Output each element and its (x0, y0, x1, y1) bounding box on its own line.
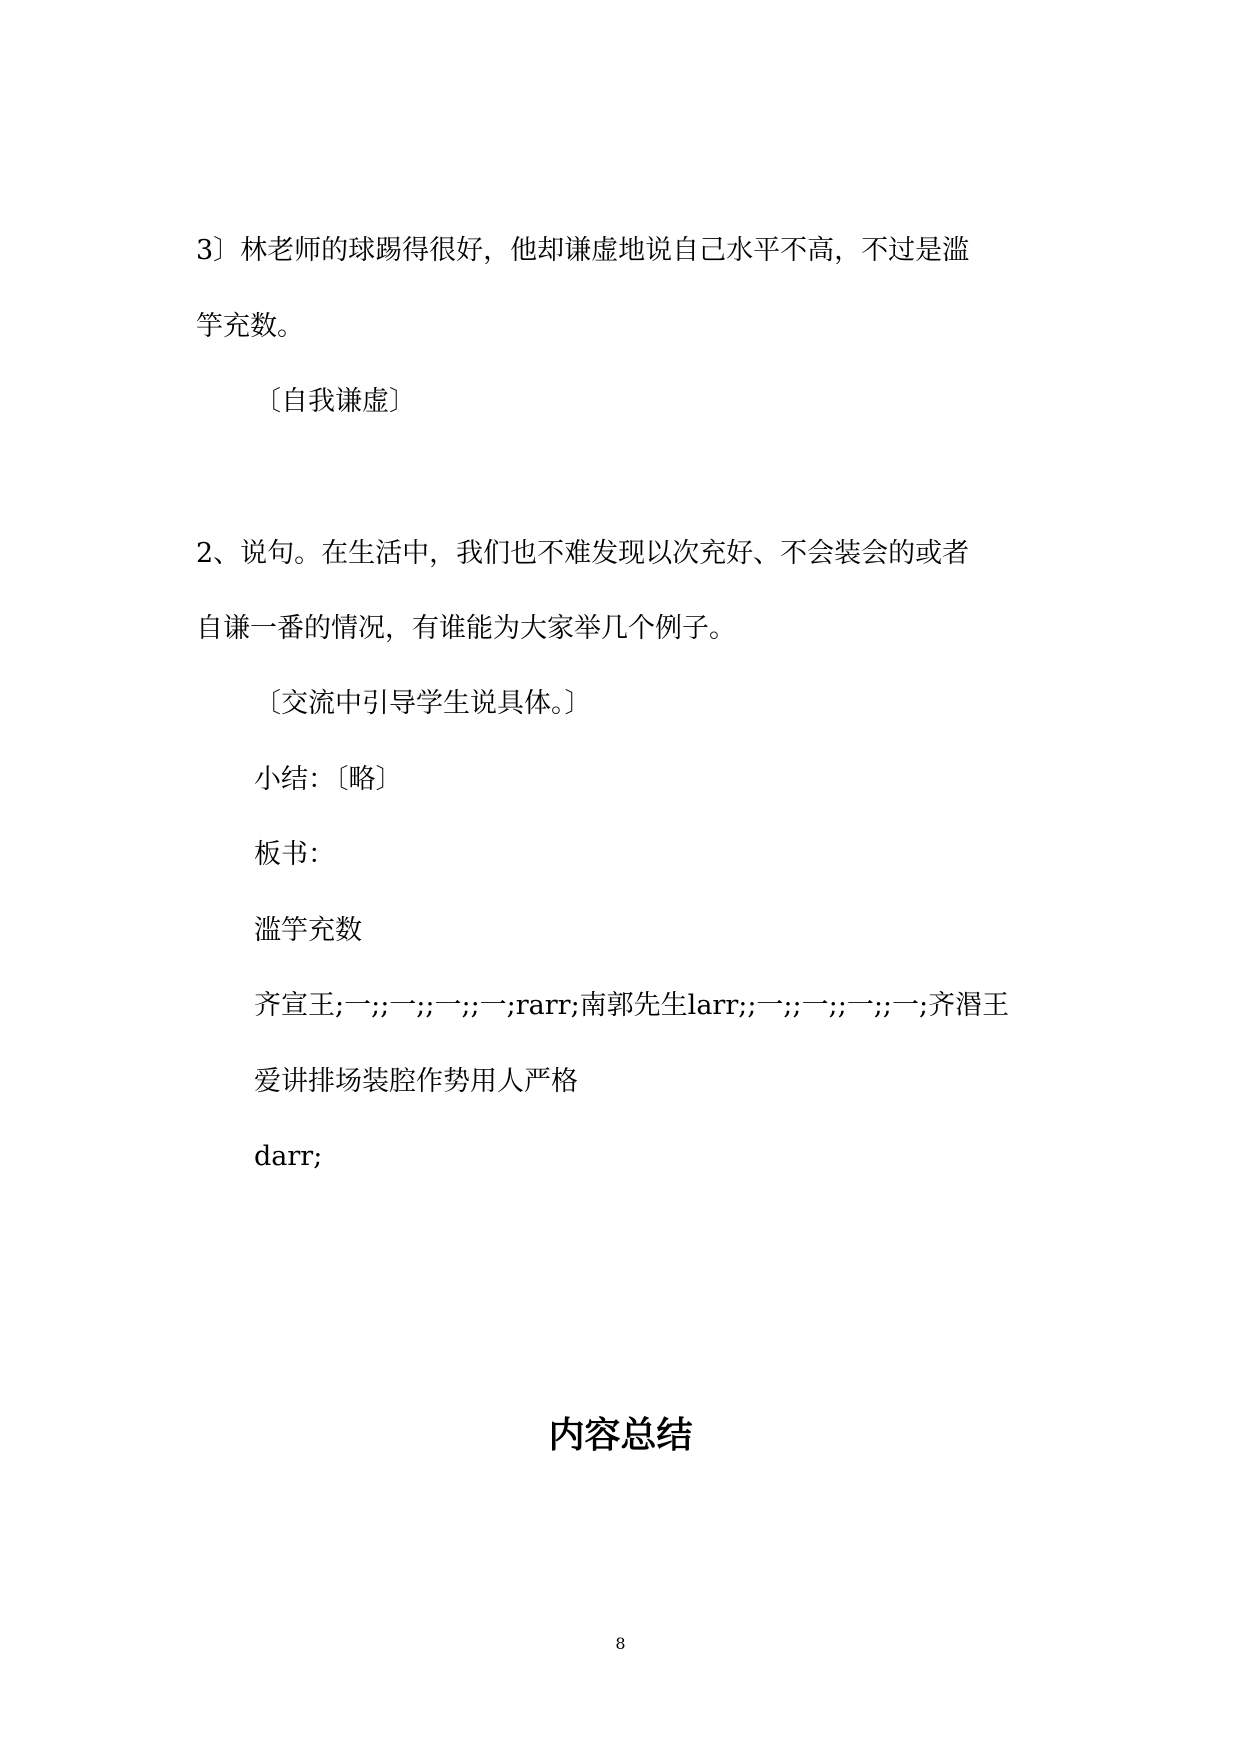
summary-line: 小结：〔略〕 (254, 764, 403, 795)
item3-line-1: 3〕林老师的球踢得很好，他却谦虚地说自己水平不高，不过是滥 (196, 235, 970, 266)
item3-note: 〔自我谦虚〕 (254, 386, 416, 417)
question2-note: 〔交流中引导学生说具体。〕 (254, 688, 592, 719)
section-heading: 内容总结 (548, 1415, 693, 1456)
board-label: 板书： (254, 839, 335, 870)
page-number: 8 (615, 1634, 626, 1653)
board-line-1: 齐宣王;一;;一;;一;;一;rarr;南郭先生larr;;一;;一;;一;;一;齐湣王 (254, 990, 1010, 1021)
board-title: 滥竽充数 (254, 915, 362, 946)
board-line-3: darr; (254, 1141, 323, 1172)
item3-line-2: 竽充数。 (196, 311, 304, 342)
board-line-2: 爱讲排场装腔作势用人严格 (254, 1066, 578, 1097)
question2-line-1: 2、说句。在生活中，我们也不难发现以次充好、不会装会的或者 (196, 538, 970, 569)
question2-line-2: 自谦一番的情况，有谁能为大家举几个例子。 (196, 613, 736, 644)
